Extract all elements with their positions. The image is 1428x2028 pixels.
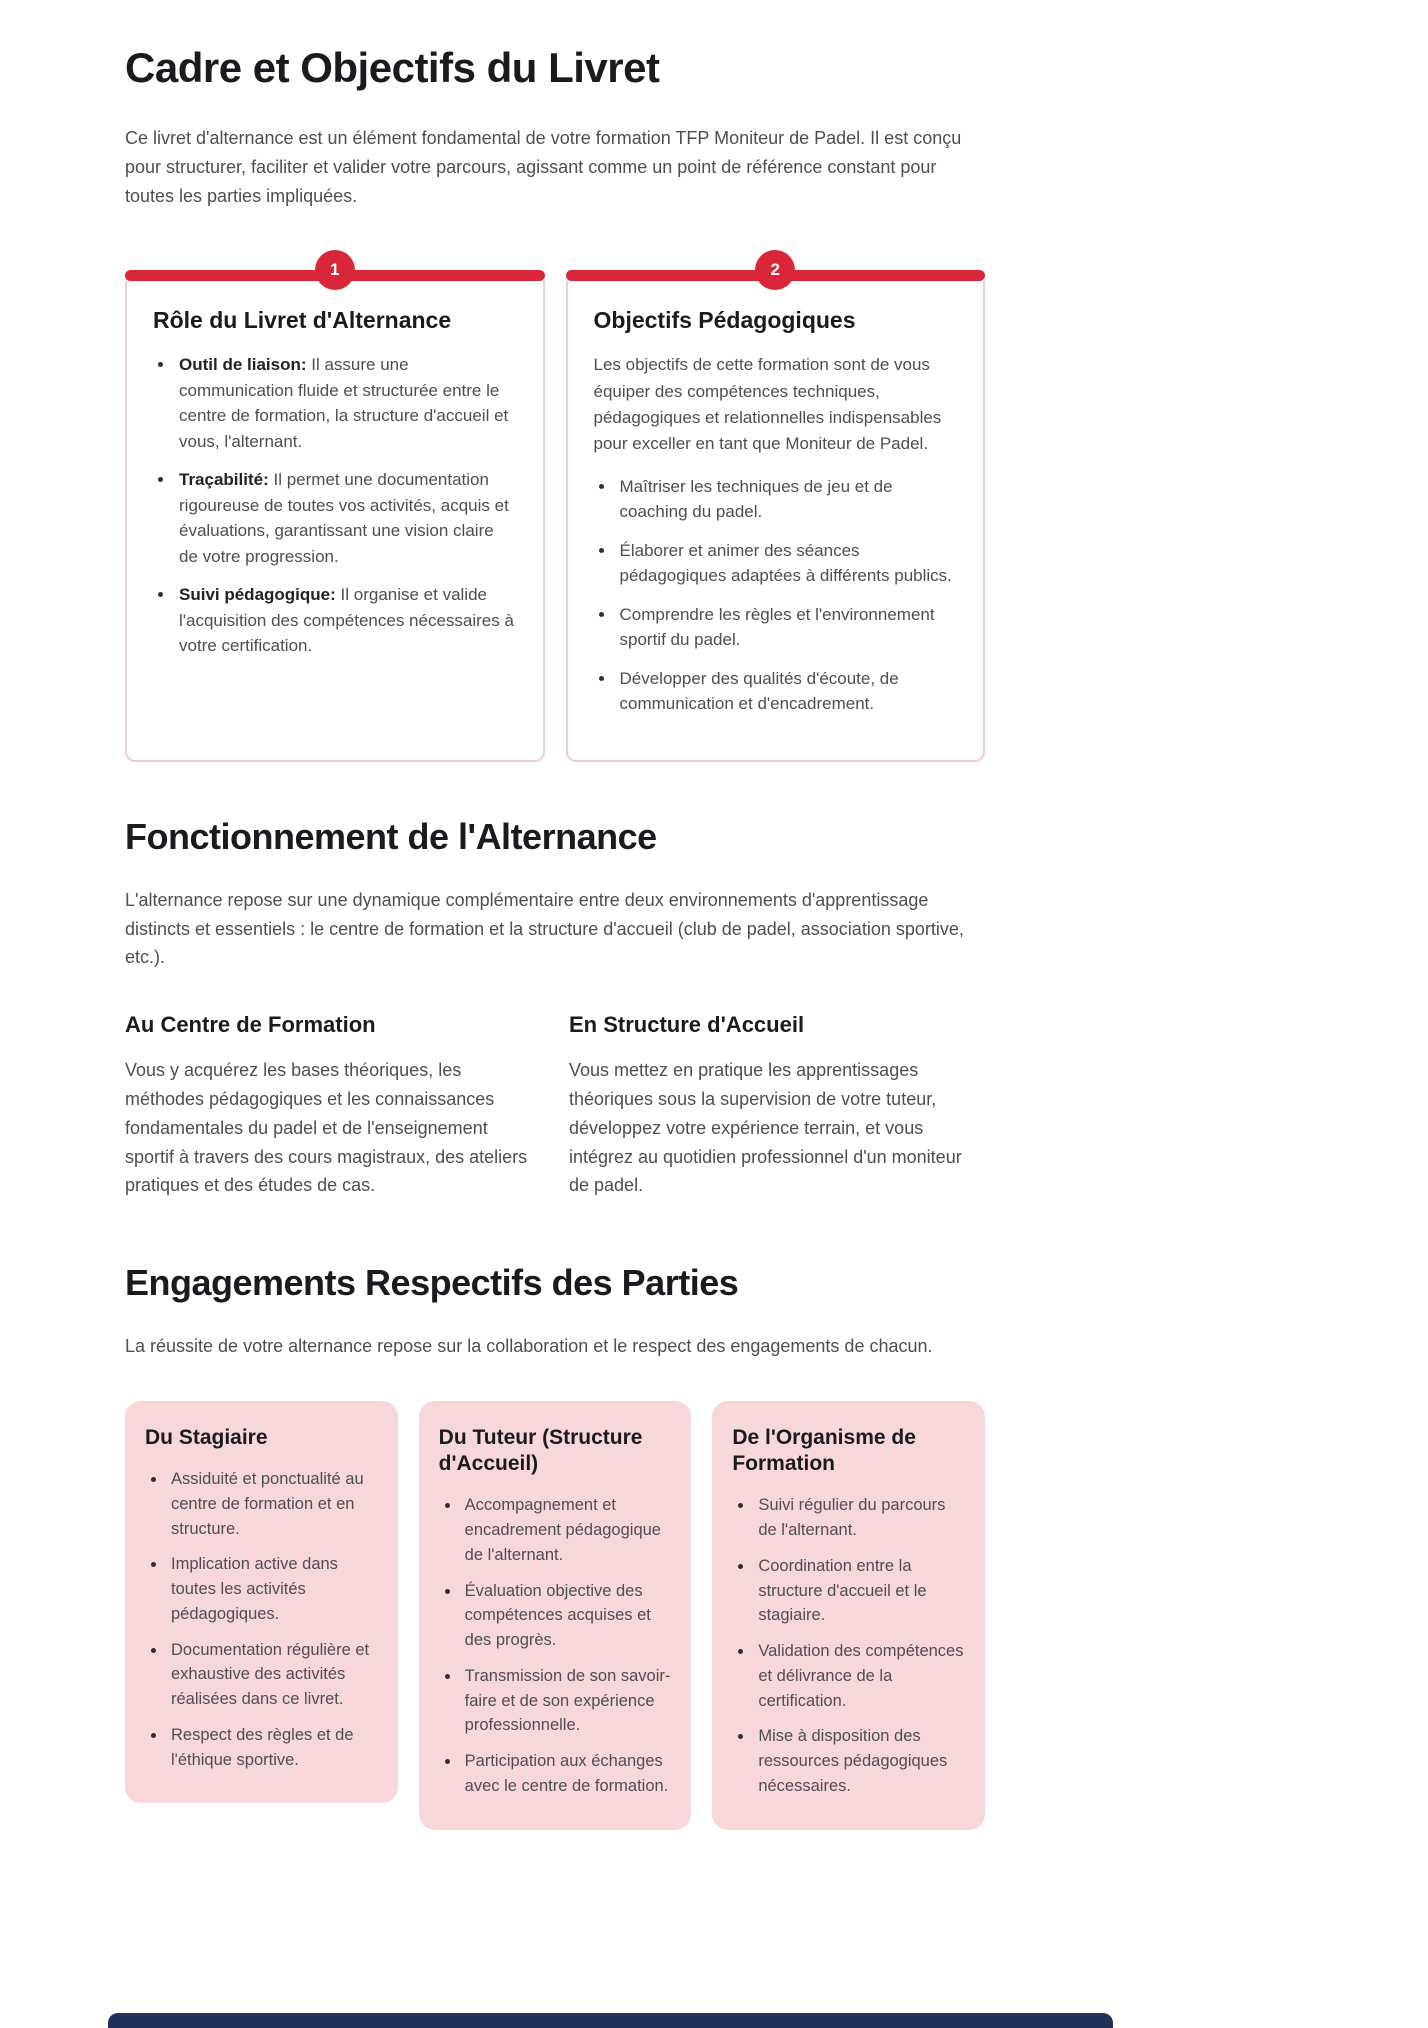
list-item <box>175 582 517 659</box>
list-item: • Coordination entre la structure d'accueil et le stagiaire. <box>754 1554 965 1628</box>
card-intro-text: Les objectifs de cette formation sont de vous équiper des compétences techniques, pédagogiques et relationnelles indispensables pour exceller en tant que Moniteur de Padel. <box>593 355 942 454</box>
card-stagiaire <box>125 1401 398 1804</box>
list-item: • Mise à disposition des ressources pédagogiques nécessaires. <box>754 1724 965 1798</box>
list-item: • Maîtriser les techniques de jeu et de coaching du padel. <box>616 474 958 525</box>
bullet-list <box>594 474 958 717</box>
bullet-list <box>145 1467 378 1772</box>
list-item: • Validation des compétences et délivrance de la certification. <box>754 1639 965 1713</box>
list-item: • Transmission de son savoir-faire et de son expérience professionnelle. <box>461 1664 672 1738</box>
item-label: Outil de liaison: <box>179 355 307 375</box>
card-role-livret <box>125 250 545 761</box>
numbered-cards-row <box>125 250 985 761</box>
footer-bar <box>108 2013 1113 2028</box>
intro-paragraph: Ce livret d'alternance est un élément fondamental de votre formation TFP Moniteur de Padel. Il est conçu pour structurer, faciliter et valider votre parcours, agissant comme un point de référence constant pour toutes les parties impliquées. <box>125 128 962 206</box>
fonctionnement-columns <box>125 1012 985 1200</box>
list-item: • Développer des qualités d'écoute, de communication et d'encadrement. <box>616 666 958 717</box>
card-number-badge: 2 <box>755 250 795 290</box>
bullet-list <box>732 1493 965 1798</box>
list-item: • Documentation régulière et exhaustive des activités réalisées dans ce livret. <box>167 1638 378 1712</box>
card-tuteur <box>419 1401 692 1830</box>
fonctionnement-intro: L'alternance repose sur une dynamique complémentaire entre deux environnements d'apprentissage distincts et essentiels : le centre de formation et la structure d'accueil (club de padel, association sportive, etc.). <box>125 889 964 968</box>
column-text: Vous mettez en pratique les apprentissages théoriques sous la supervision de votre tuteur, développez votre expérience terrain, et vous intégrez au quotidien professionnel d'un moniteur de padel. <box>569 1060 962 1196</box>
list-item: • Participation aux échanges avec le centre de formation. <box>461 1749 672 1799</box>
section-title-fonctionnement: Fonctionnement de l'Alternance <box>125 815 657 857</box>
card-body <box>566 281 986 761</box>
bullet-list <box>439 1493 672 1798</box>
section-title-engagements: Engagements Respectifs des Parties <box>125 1262 739 1304</box>
card-title: Du Stagiaire <box>145 1425 268 1449</box>
item-text: Il assure une communication fluide et structurée entre le centre de formation, la structure d'accueil et vous, l'alternant. <box>179 355 509 451</box>
item-text: Il permet une documentation rigoureuse de toutes vos activités, acquis et évaluations, garantissant une vision claire de votre progression. <box>179 470 509 566</box>
column-title: Au Centre de Formation <box>125 1012 376 1038</box>
list-item: • Implication active dans toutes les activités pédagogiques. <box>167 1552 378 1626</box>
list-item: • Évaluation objective des compétences acquises et des progrès. <box>461 1579 672 1653</box>
list-item <box>175 467 517 569</box>
list-item: • Comprendre les règles et l'environnement sportif du padel. <box>616 602 958 653</box>
card-objectifs-pedagogiques <box>566 250 986 761</box>
column-structure-accueil <box>569 1012 985 1200</box>
engagements-cards-row <box>125 1401 985 1830</box>
card-number-badge: 1 <box>315 250 355 290</box>
list-item: • Suivi régulier du parcours de l'alternant. <box>754 1493 965 1543</box>
list-item: • Accompagnement et encadrement pédagogique de l'alternant. <box>461 1493 672 1567</box>
item-label: Suivi pédagogique: <box>179 585 336 605</box>
page-title: Cadre et Objectifs du Livret <box>125 44 660 91</box>
list-item: • Respect des règles et de l'éthique sportive. <box>167 1723 378 1773</box>
document-content <box>125 44 985 1870</box>
bullet-list <box>153 352 517 659</box>
card-title: Rôle du Livret d'Alternance <box>153 307 452 334</box>
list-item: • Élaborer et animer des séances pédagogiques adaptées à différents publics. <box>616 538 958 589</box>
card-title: De l'Organisme de Formation <box>732 1425 916 1476</box>
column-title: En Structure d'Accueil <box>569 1012 805 1038</box>
column-text: Vous y acquérez les bases théoriques, les méthodes pédagogiques et les connaissances fondamentales du padel et de l'enseignement sportif à travers des cours magistraux, des ateliers pratiques et des études de cas. <box>125 1060 528 1196</box>
engagements-intro: La réussite de votre alternance repose sur la collaboration et le respect des engagements de chacun. <box>125 1336 933 1357</box>
list-item: • Assiduité et ponctualité au centre de formation et en structure. <box>167 1467 378 1541</box>
column-centre-formation <box>125 1012 541 1200</box>
card-title: Du Tuteur (Structure d'Accueil) <box>438 1425 643 1476</box>
card-title: Objectifs Pédagogiques <box>593 307 856 334</box>
item-label: Traçabilité: <box>179 470 269 490</box>
list-item <box>175 352 517 454</box>
card-organisme-formation <box>712 1401 985 1830</box>
card-body <box>125 281 545 761</box>
item-text: Il organise et valide l'acquisition des compétences nécessaires à votre certification. <box>179 585 514 656</box>
